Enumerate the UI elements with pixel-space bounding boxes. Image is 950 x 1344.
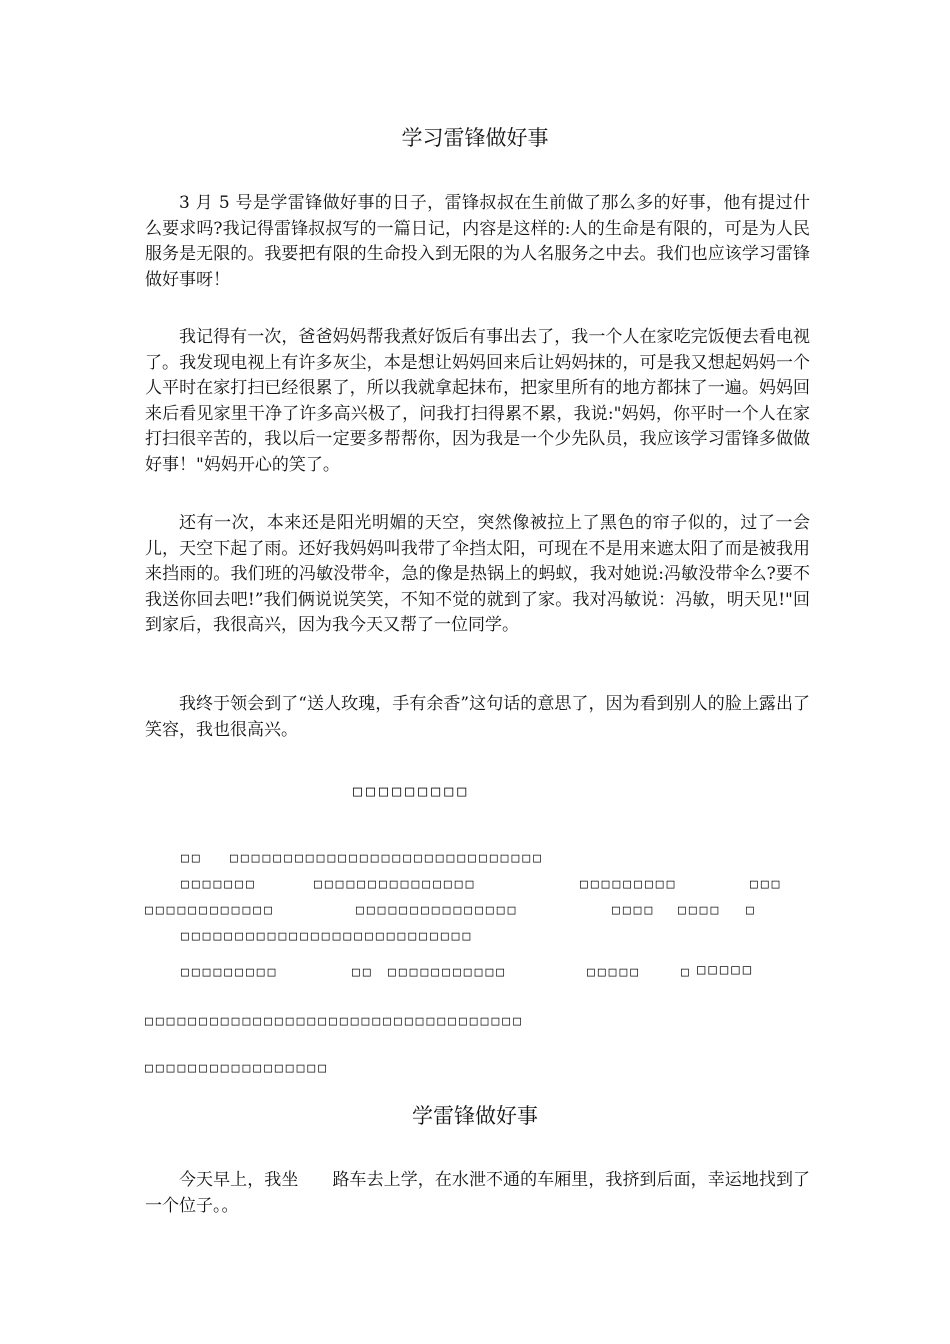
garbled-text: □□□□□: [697, 962, 755, 978]
garbled-title: □□□□□□□□□: [353, 782, 471, 800]
garbled-text: □□□□□□□□□□□□: [145, 903, 275, 918]
garbled-text: □□□□: [612, 903, 656, 918]
garbled-text: □□□□□□□□□□□□□□□□□□□□□□□□□□□: [181, 929, 474, 944]
garbled-text: □□□□□: [587, 965, 642, 980]
paragraph-4: 我终于领会到了“送人玫瑰，手有余香”这句话的意思了，因为看到别人的脸上露出了笑容，我也很高兴。: [145, 694, 810, 740]
garbled-text: □□□□□□□□□□□: [388, 965, 508, 980]
garbled-text: □□□: [750, 877, 783, 892]
section-title: 学雷锋做好事: [412, 1104, 538, 1128]
paragraph-5: 今天早上，我坐 路车去上学，在水泄不通的车厢里，我挤到后面，幸运地找到了一个位子。。: [145, 1170, 810, 1216]
garbled-text: □□□□□□□□□: [580, 877, 678, 892]
garbled-text: □□: [181, 851, 203, 866]
garbled-text: □□□□□□□□□□□□□□□□□□□□□□□□□□□□□: [230, 851, 544, 866]
garbled-text: □□□□□□□: [181, 877, 257, 892]
paragraph-2: 我记得有一次，爸爸妈妈帮我煮好饭后有事出去了，我一个人在家吃完饭便去看电视了。我发现电视上有许多灰尘，本是想让妈妈回来后让妈妈抹的，可是我又想起妈妈一个人平时在家打扫已经很累了，所以我就拿起抹布，把家里所有的地方都抹了一遍。妈妈回来后看见家里干净了许多高兴极了，问我打扫得累不累，我说:"妈妈，你平时一个人在家打扫很辛苦的，我以后一定要多帮帮你，因为我是一个少先队员，我应该学习雷锋多做做好事！"妈妈开心的笑了。: [145, 327, 810, 475]
document-title: 学习雷锋做好事: [401, 126, 549, 150]
paragraph-1: 3 月 5 号是学雷锋做好事的日子，雷锋叔叔在生前做了那么多的好事，他有提过什么要求吗?我记得雷锋叔叔写的一篇日记，内容是这样的:人的生命是有限的，可是为人民服务是无限的。我要把有限的生命投入到无限的为人名服务之中去。我们也应该学习雷锋做好事呀！: [145, 193, 810, 290]
garbled-text: □□: [352, 965, 374, 980]
garbled-text: □□□□: [678, 903, 722, 918]
garbled-text: □□□□□□□□□□□□□□□□□□□□□□□□□□□□□□□□□□□: [145, 1014, 524, 1029]
garbled-text: □: [746, 903, 757, 918]
garbled-text: □□□□□□□□□: [181, 965, 279, 980]
garbled-text: □□□□□□□□□□□□□□□: [356, 903, 519, 918]
garbled-text: □□□□□□□□□□□□□□□: [314, 877, 477, 892]
garbled-text: □□□□□□□□□□□□□□□□□: [145, 1061, 330, 1076]
garbled-text: □: [681, 965, 692, 980]
paragraph-3: 还有一次，本来还是阳光明媚的天空，突然像被拉上了黑色的帘子似的，过了一会儿，天空下起了雨。还好我妈妈叫我带了伞挡太阳，可现在不是用来遮太阳了而是被我用来挡雨的。我们班的冯敏没带伞，急的像是热锅上的蚂蚁，我对她说:冯敏没带伞么?要不我送你回去吧!”我们俩说说笑笑，不知不觉的就到了家。我对冯敏说：冯敏，明天见!"回到家后，我很高兴，因为我今天又帮了一位同学。: [145, 513, 810, 636]
